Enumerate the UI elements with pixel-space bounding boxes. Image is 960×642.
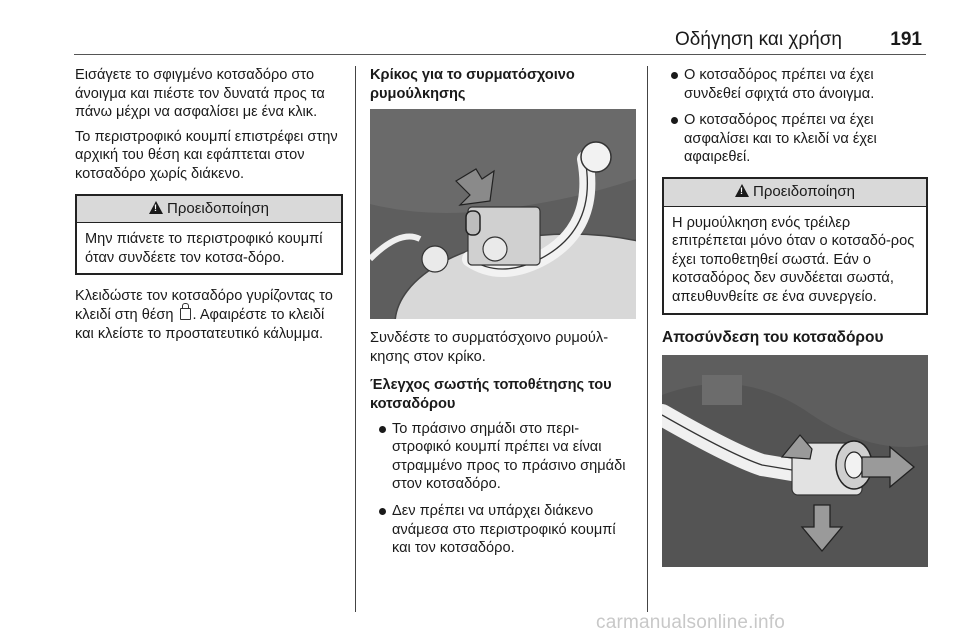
warning-triangle-icon <box>735 184 749 197</box>
list-item: Ο κοτσαδόρος πρέπει να έχει συνδεθεί σφιχτά στο άνοιγμα. <box>662 66 928 103</box>
warning-header <box>664 179 926 207</box>
list-item: Το πράσινο σημάδι στο περι-στροφικό κουμπί πρέπει να είναι στραμμένο προς το πράσινο σημάδι στον κοτσαδόρο. <box>370 420 636 494</box>
paragraph-text: Κλειδώστε τον κοτσαδόρο γυρίζοντας το κλειδί στη θέση <box>75 288 333 323</box>
subheading: Έλεγχος σωστής τοποθέτησης του κοτσαδόρου <box>370 377 612 412</box>
column-2 <box>370 66 636 566</box>
section-title: Οδήγηση και χρήση <box>675 29 842 50</box>
paragraph <box>75 287 343 343</box>
watermark: carmanualsonline.info <box>596 612 786 633</box>
paragraph: Το περιστροφικό κουμπί επιστρέφει στην αρχική του θέση και εφάπτεται στον κοτσαδόρο χωρίς διάκενο. <box>75 128 338 182</box>
list-item: Ο κοτσαδόρος πρέπει να έχει ασφαλίσει και το κλειδί να έχει αφαιρεθεί. <box>662 111 928 167</box>
paragraph: Εισάγετε το σφιγμένο κοτσαδόρο στο άνοιγμα και πιέστε τον δυνατά προς τα πάνω μέχρι να ασφαλίσει με ένα κλικ. <box>75 67 325 121</box>
subheading: Κρίκος για το συρματόσχοινο ρυμούλκησης <box>370 67 575 102</box>
coupling-removal-drawing <box>662 355 928 567</box>
column-divider <box>647 66 648 612</box>
warning-header <box>77 196 341 224</box>
warning-triangle-icon <box>149 201 163 214</box>
column-3 <box>662 66 928 577</box>
warning-box <box>75 194 343 276</box>
paragraph: Συνδέστε το συρματόσχοινο ρυμούλ-κησης στον κρίκο. <box>370 330 609 365</box>
column-1 <box>75 66 343 349</box>
list-item: Δεν πρέπει να υπάρχει διάκενο ανάμεσα στο περιστροφικό κουμπί και τον κοτσαδόρο. <box>370 502 636 558</box>
towing-eye-illustration <box>370 109 636 319</box>
towing-eye-drawing <box>370 109 636 319</box>
page-number: 191 <box>890 29 922 50</box>
paragraph-text: . Αφαιρέστε το κλειδί και κλείστε το προστατευτικό κάλυμμα. <box>75 306 325 342</box>
coupling-removal-illustration <box>662 355 928 567</box>
warning-text: Η ρυμούλκηση ενός τρέιλερ επιτρέπεται μόνο όταν ο κοτσαδό-ρος έχει τοποθετηθεί σωστά. Εάν ο κοτσαδόρος δεν συνδέεται σωστά, απευθυνθείτε σε ένα συνεργείο. <box>672 214 915 305</box>
warning-title: Προειδοποίηση <box>753 182 855 200</box>
page-header <box>74 27 926 55</box>
bullet-list <box>662 66 928 167</box>
column-divider <box>355 66 356 612</box>
warning-title: Προειδοποίηση <box>167 199 269 217</box>
lock-icon <box>180 308 191 320</box>
warning-text: Μην πιάνετε το περιστροφικό κουμπί όταν συνδέετε τον κοτσα-δόρο. <box>85 231 323 266</box>
header-rule <box>74 54 926 55</box>
bullet-list <box>370 420 636 558</box>
warning-box <box>662 177 928 315</box>
section-heading: Αποσύνδεση του κοτσαδόρου <box>662 328 884 346</box>
